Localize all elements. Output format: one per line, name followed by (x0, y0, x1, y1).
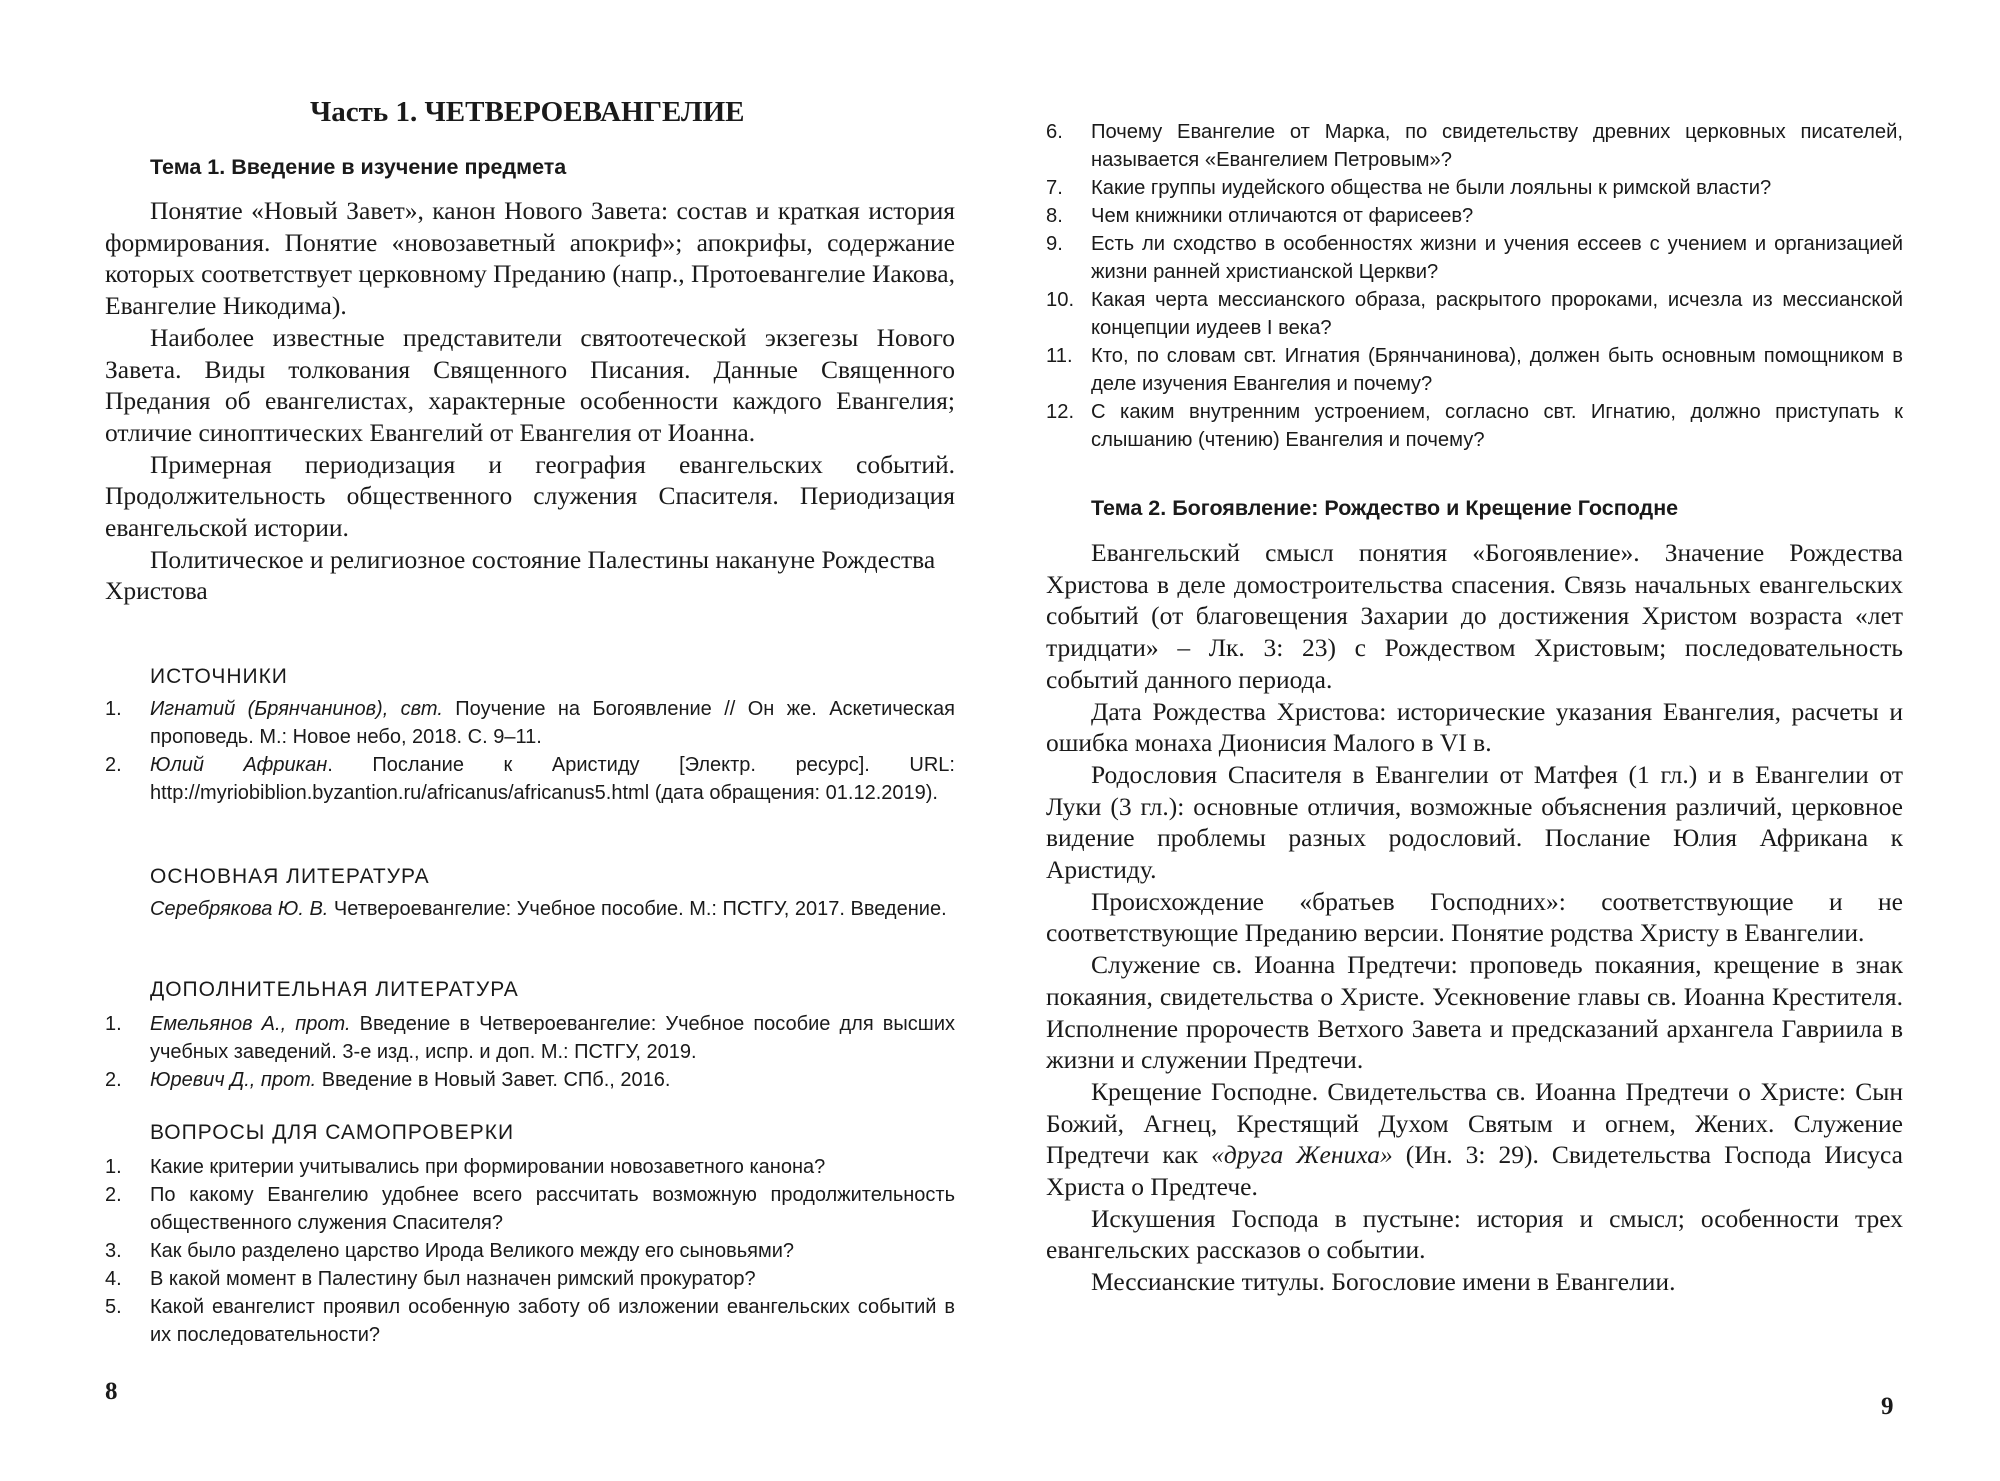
item-author: Игнатий (Брянчанинов), свт. (150, 698, 443, 720)
item-text: Введение в Четвероевангелие: Учебное пособие для высших учебных заведений. 3-е изд., испр. и доп. М.: ПСТГУ, 2019. (150, 1013, 956, 1063)
question-text: Какой евангелист проявил особенную заботу об изложении евангельских событий в их последовательности? (150, 1296, 955, 1346)
item-number: 7. (1046, 177, 1063, 199)
item-author: Емельянов А., прот. (150, 1013, 351, 1035)
main-literature-heading: ОСНОВНАЯ ЛИТЕРАТУРА (150, 865, 430, 888)
item-number: 3. (105, 1240, 122, 1262)
question-item (1046, 174, 1903, 202)
item-number: 10. (1046, 289, 1075, 311)
question-text: Есть ли сходство в особенностях жизни и учения ессеев с учением и организацией жизни ранней христианской Церкви? (1091, 233, 1903, 283)
paragraph: Происхождение «братьев Господних»: соответствующие и не соответствующие Преданию версии. Понятие родства Христу в Евангелии. (1046, 886, 1903, 948)
question-text: В какой момент в Палестину был назначен римский прокуратор? (150, 1268, 756, 1290)
question-item (105, 1293, 955, 1349)
paragraph: Дата Рождества Христова: исторические указания Евангелия, расчеты и ошибка монаха Дионисия Малого в VI в. (1046, 696, 1903, 758)
item-number: 1. (105, 698, 122, 720)
list-item (105, 695, 955, 751)
paragraph: Родословия Спасителя в Евангелии от Матфея (1 гл.) и в Евангелии от Луки (3 гл.): основные отличия, возможные объяснения различий, церковное видение проблемы разных родословий. Послание Юлия Африкана к Аристиду. (1046, 759, 1903, 885)
questions-list-continued (1046, 118, 1903, 454)
paragraph: Наиболее известные представители святоотеческой экзегезы Нового Завета. Виды толкования Священного Писания. Данные Священного Предания об евангелистах, характерные особенности каждого Евангелия; отличие синоптических Евангелий от Евангелия от Иоанна. (105, 322, 955, 447)
item-author: Серебрякова Ю. В. (150, 898, 329, 920)
paragraph (1046, 1076, 1903, 1203)
question-text: Какие группы иудейского общества не были лояльны к римской власти? (1091, 177, 1772, 199)
list-item (105, 1066, 955, 1094)
main-literature-entry (150, 895, 955, 923)
question-text: Почему Евангелие от Марка, по свидетельству древних церковных писателей, называется «Евангелием Петровым»? (1091, 121, 1903, 171)
questions-list (105, 1153, 955, 1349)
part-title: Часть 1. ЧЕТВЕРОЕВАНГЕЛИЕ (310, 96, 745, 128)
item-number: 2. (105, 1069, 122, 1091)
item-number: 1. (105, 1156, 122, 1178)
item-number: 1. (105, 1013, 122, 1035)
item-text: Четвероевангелие: Учебное пособие. М.: ПСТГУ, 2017. Введение. (328, 898, 947, 920)
list-item (105, 1010, 955, 1066)
paragraph: Понятие «Новый Завет», канон Нового Завета: состав и краткая история формирования. Понятие «новозаветный апокриф»; апокрифы, содержание которых соответствует церковному Преданию (напр., Протоевангелие Иакова, Евангелие Никодима). (105, 196, 955, 321)
questions-heading: ВОПРОСЫ ДЛЯ САМОПРОВЕРКИ (150, 1121, 515, 1144)
paragraph: Мессианские титулы. Богословие имени в Евангелии. (1091, 1267, 1676, 1297)
question-text: Чем книжники отличаются от фарисеев? (1091, 205, 1474, 227)
item-text: Введение в Новый Завет. СПб., 2016. (316, 1069, 671, 1091)
paragraph: Политическое и религиозное состояние Палестины накануне Рождества Христова (105, 544, 936, 606)
topic-2-body (1046, 537, 1903, 1298)
paragraph: Служение св. Иоанна Предтечи: проповедь покаяния, крещение в знак покаяния, свидетельства о Христе. Усекновение главы св. Иоанна Крестителя. Исполнение пророчеств Ветхого Завета и предсказаний архангела Гавриила в жизни и служении Предтечи. (1046, 950, 1903, 1075)
item-number: 4. (105, 1268, 122, 1290)
item-number: 11. (1046, 345, 1073, 367)
topic-1-title: Тема 1. Введение в изучение предмета (150, 155, 567, 179)
item-number: 9. (1046, 233, 1063, 255)
page-number: 9 (1881, 1393, 1894, 1420)
item-number: 12. (1046, 401, 1075, 423)
paragraph: Примерная периодизация и география евангельских событий. Продолжительность общественного служения Спасителя. Периодизация евангельской истории. (105, 449, 955, 543)
additional-literature-list (105, 1010, 955, 1094)
list-item (105, 751, 955, 807)
question-item (1046, 230, 1903, 286)
item-number: 6. (1046, 121, 1063, 143)
question-text: Какие критерии учитывались при формировании новозаветного канона? (150, 1156, 826, 1178)
question-item (105, 1181, 955, 1237)
item-text: Поучение на Богоявление // Он же. Аскетическая проповедь. М.: Новое небо, 2018. С. 9–11. (150, 698, 955, 748)
item-number: 8. (1046, 205, 1063, 227)
question-item (1046, 286, 1903, 342)
paragraph: Искушения Господа в пустыне: история и смысл; особенности трех евангельских рассказов о событии. (1046, 1203, 1903, 1265)
topic-2-title: Тема 2. Богоявление: Рождество и Крещение Господне (1091, 496, 1679, 520)
item-number: 5. (105, 1296, 122, 1318)
question-item (1046, 398, 1903, 454)
text-span: (Ин. 3: 29). Свидетельства Господа Иисуса Христа о Предтече. (1046, 1140, 1903, 1202)
item-number: 2. (105, 1184, 122, 1206)
paragraph: Евангельский смысл понятия «Богоявление». Значение Рождества Христова в деле домостроительства спасения. Связь начальных евангельских событий (от благовещения Захарии до достижения Христом возраста «лет тридцати» – Лк. 3: 23) с Рождеством Христовым; последовательность событий данного периода. (1046, 538, 1903, 694)
item-author: Юревич Д., прот. (150, 1069, 317, 1091)
additional-literature-heading: ДОПОЛНИТЕЛЬНАЯ ЛИТЕРАТУРА (150, 978, 519, 1001)
question-item (105, 1153, 955, 1181)
question-item (1046, 342, 1903, 398)
question-text: Кто, по словам свт. Игнатия (Брянчанинова), должен быть основным помощником в деле изучения Евангелия и почему? (1091, 345, 1903, 395)
question-text: Как было разделено царство Ирода Великого между его сыновьями? (150, 1240, 795, 1262)
topic-1-body (105, 195, 955, 607)
sources-heading: ИСТОЧНИКИ (150, 665, 288, 688)
question-item (105, 1265, 955, 1293)
question-item (1046, 118, 1903, 174)
question-text: С каким внутренним устроением, согласно свт. Игнатию, должно приступать к слышанию (чтению) Евангелия и почему? (1091, 401, 1903, 451)
question-text: По какому Евангелию удобнее всего рассчитать возможную продолжительность общественного служения Спасителя? (150, 1184, 955, 1234)
page-number: 8 (105, 1378, 118, 1405)
item-text: . Послание к Аристиду [Электр. ресурс]. URL: http://myriobiblion.byzantion.ru/africanus/africanus5.html (дата обращения: 01.12.2019). (150, 754, 955, 804)
text-span: Крещение Господне. Свидетельства св. Иоанна Предтечи о Христе: Сын Божий, Агнец, Крестящий Духом Святым и огнем, Жених. Служение Предтечи как (1046, 1076, 1903, 1170)
question-text: Какая черта мессианского образа, раскрытого пророками, исчезла из мессианской концепции иудеев I века? (1091, 289, 1903, 339)
sources-list (105, 695, 955, 807)
item-number: 2. (105, 754, 122, 776)
question-item (1046, 202, 1903, 230)
italic-quote: «друга Жениха» (1211, 1140, 1393, 1170)
item-author: Юлий Африкан (150, 754, 328, 776)
question-item (105, 1237, 955, 1265)
